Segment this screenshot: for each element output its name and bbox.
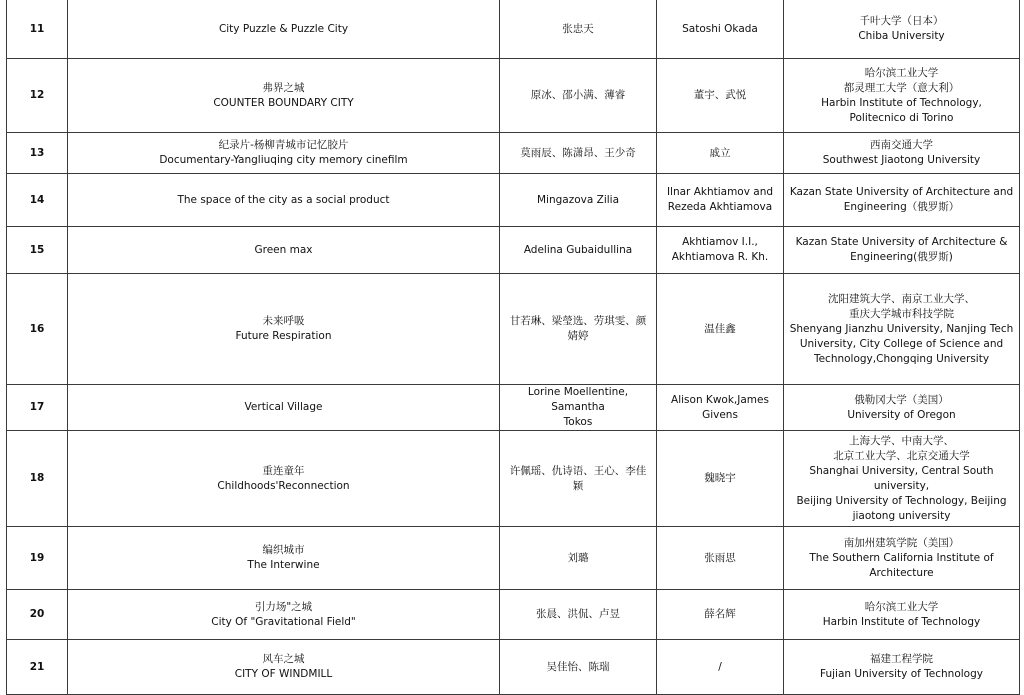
- tutor-names-cell: [657, 431, 784, 527]
- project-title-line: COUNTER BOUNDARY CITY: [213, 96, 354, 109]
- school-name-line: Architecture: [869, 566, 934, 579]
- project-title-line: 弗界之城: [262, 81, 305, 94]
- student-names-line: Mingazova Zilia: [536, 193, 620, 206]
- tutor-names-cell: [657, 227, 784, 274]
- entry-number-cell: 12: [7, 59, 68, 133]
- table-row: [7, 59, 1020, 133]
- school-name-line: 北京工业大学、北京交通大学: [833, 449, 970, 462]
- school-name-line: 重庆大学城市科技学院: [849, 307, 954, 320]
- tutor-names-line: Satoshi Okada: [682, 22, 758, 35]
- student-names-cell: [500, 0, 657, 59]
- table-row: [7, 527, 1020, 590]
- school-name-line: Harbin Institute of Technology: [822, 615, 981, 628]
- tutor-names-line: Akhtiamov I.I.,: [682, 236, 758, 248]
- tutor-names-cell: [657, 59, 784, 133]
- project-title-cell: [68, 227, 500, 274]
- school-name-line: University, City College of Science and: [799, 337, 1004, 350]
- student-names-line: 原冰、邵小满、薄睿: [530, 89, 626, 101]
- tutor-names-cell: [657, 527, 784, 590]
- school-name-line: 福建工程学院: [870, 653, 933, 665]
- student-names-line: 许佩瑶、仇诗语、王心、李佳: [509, 464, 647, 477]
- school-name-cell: [784, 0, 1020, 59]
- project-title-cell: [68, 385, 500, 431]
- school-name-line: Fujian University of Technology: [820, 668, 983, 680]
- project-title-line: Future Respiration: [235, 330, 332, 342]
- table-row: [7, 174, 1020, 227]
- project-title-line: 引力场"之城: [254, 600, 313, 613]
- school-name-cell: [784, 133, 1020, 174]
- tutor-names-cell: [657, 640, 784, 695]
- entry-number-cell: 17: [7, 385, 68, 431]
- entry-number-cell: 15: [7, 227, 68, 274]
- student-names-cell: [500, 133, 657, 174]
- tutor-names-line: 董宇、武悦: [693, 89, 747, 101]
- school-name-cell: [784, 385, 1020, 431]
- school-name-line: 上海大学、中南大学、: [849, 434, 954, 447]
- table-row: [7, 0, 1020, 59]
- student-names-cell: [500, 59, 657, 133]
- tutor-names-line: Ilnar Akhtiamov and: [666, 186, 774, 198]
- school-name-cell: [784, 527, 1020, 590]
- table-row: [7, 133, 1020, 174]
- student-names-cell: [500, 527, 657, 590]
- tutor-names-cell: [657, 385, 784, 431]
- entry-number-cell: 21: [7, 640, 68, 695]
- project-title-line: 未来呼吸: [262, 315, 305, 327]
- student-names-line: Tokos: [563, 416, 593, 428]
- tutor-names-line: Rezeda Akhtiamova: [667, 201, 773, 213]
- student-names-line: 婧婷: [567, 330, 589, 342]
- project-title-line: 纪录片-杨柳青城市记忆胶片: [218, 139, 349, 151]
- tutor-names-line: 戚立: [709, 146, 731, 159]
- project-title-line: City Puzzle & Puzzle City: [218, 22, 349, 35]
- entries-table: [6, 0, 1020, 695]
- project-title-cell: [68, 640, 500, 695]
- school-name-cell: [784, 174, 1020, 227]
- school-name-line: 俄勒冈大学（美国）: [854, 393, 949, 406]
- school-name-line: 都灵理工大学（意大利）: [843, 81, 960, 94]
- table-row: [7, 274, 1020, 385]
- student-names-line: 张晨、洪侃、卢昱: [536, 608, 620, 620]
- school-name-line: 南加州建筑学院（美国）: [843, 536, 960, 549]
- school-name-line: Kazan State University of Architecture &: [795, 236, 1008, 248]
- entry-number-cell: 13: [7, 133, 68, 174]
- school-name-line: jiaotong university: [852, 509, 951, 522]
- school-name-line: The Southern California Institute of: [809, 551, 994, 564]
- entry-number-cell: 20: [7, 590, 68, 640]
- project-title-cell: [68, 590, 500, 640]
- tutor-names-cell: [657, 133, 784, 174]
- tutor-names-line: 薛名辉: [704, 608, 736, 620]
- project-title-cell: [68, 59, 500, 133]
- student-names-line: 张忠天: [562, 22, 594, 35]
- table-row: [7, 431, 1020, 527]
- project-title-line: 重连童年: [262, 464, 305, 477]
- tutor-names-line: /: [718, 660, 722, 673]
- school-name-line: 千叶大学（日本）: [859, 15, 944, 27]
- school-name-cell: [784, 59, 1020, 133]
- project-title-line: The Interwine: [247, 559, 320, 571]
- student-names-cell: [500, 385, 657, 431]
- tutor-names-cell: [657, 274, 784, 385]
- school-name-line: Beijing University of Technology, Beijing: [796, 494, 1007, 507]
- school-name-line: Politecnico di Torino: [849, 111, 954, 124]
- student-names-cell: [500, 640, 657, 695]
- project-title-line: CITY OF WINDMILL: [234, 668, 333, 680]
- tutor-names-cell: [657, 0, 784, 59]
- project-title-line: 编织城市: [262, 544, 305, 556]
- tutor-names-cell: [657, 590, 784, 640]
- student-names-cell: [500, 431, 657, 527]
- entry-number-cell: 18: [7, 431, 68, 527]
- school-name-cell: [784, 227, 1020, 274]
- school-name-line: 西南交通大学: [870, 139, 933, 151]
- student-names-line: 吴佳怡、陈瑞: [546, 660, 610, 673]
- project-title-cell: [68, 527, 500, 590]
- school-name-line: 哈尔滨工业大学: [864, 66, 939, 79]
- school-name-line: Chiba University: [858, 30, 945, 42]
- school-name-line: Technology,Chongqing University: [813, 352, 990, 365]
- project-title-line: City Of "Gravitational Field": [211, 615, 356, 628]
- student-names-line: 刘璐: [567, 551, 589, 564]
- school-name-line: 沈阳建筑大学、南京工业大学、: [828, 292, 975, 305]
- tutor-names-line: 魏晓宇: [704, 472, 736, 484]
- tutor-names-line: 温佳鑫: [704, 322, 736, 335]
- tutor-names-line: 张雨思: [704, 551, 736, 564]
- school-name-line: 哈尔滨工业大学: [864, 600, 939, 613]
- student-names-line: 甘若琳、梁瑩选、劳琪雯、颜: [509, 315, 647, 327]
- tutor-names-line: Alison Kwok,James: [671, 393, 769, 406]
- entry-number-cell: 11: [7, 0, 68, 59]
- school-name-line: Kazan State University of Architecture and: [789, 186, 1014, 198]
- student-names-cell: [500, 590, 657, 640]
- table-row: [7, 385, 1020, 431]
- school-name-line: Shanghai University, Central South university,: [809, 464, 994, 492]
- project-title-line: Green max: [254, 243, 313, 256]
- student-names-cell: [500, 174, 657, 227]
- project-title-cell: [68, 0, 500, 59]
- student-names-cell: [500, 274, 657, 385]
- project-title-cell: [68, 274, 500, 385]
- project-title-line: The space of the city as a social product: [177, 193, 390, 206]
- table-row: [7, 590, 1020, 640]
- school-name-cell: [784, 274, 1020, 385]
- table-row: [7, 227, 1020, 274]
- entry-number-cell: 19: [7, 527, 68, 590]
- project-title-line: Childhoods'Reconnection: [217, 479, 350, 492]
- student-names-line: Lorine Moellentine, Samantha: [527, 386, 629, 413]
- school-name-line: Shenyang Jianzhu University, Nanjing Tech: [789, 322, 1014, 335]
- project-title-cell: [68, 431, 500, 527]
- school-name-line: Engineering(俄罗斯): [850, 251, 953, 263]
- student-names-line: Adelina Gubaidullina: [523, 243, 633, 256]
- project-title-line: 风车之城: [262, 653, 305, 665]
- tutor-names-line: Givens: [702, 408, 738, 421]
- entry-number-cell: 16: [7, 274, 68, 385]
- student-names-line: 莫雨辰、陈潇昂、王少奇: [520, 146, 636, 159]
- tutor-names-cell: [657, 174, 784, 227]
- project-title-cell: [68, 133, 500, 174]
- tutor-names-line: Akhtiamova R. Kh.: [671, 251, 769, 263]
- school-name-line: Harbin Institute of Technology,: [821, 96, 982, 109]
- project-title-cell: [68, 174, 500, 227]
- school-name-cell: [784, 431, 1020, 527]
- student-names-line: 颖: [572, 479, 584, 492]
- table-row: [7, 640, 1020, 695]
- entry-number-cell: 14: [7, 174, 68, 227]
- school-name-line: Engineering（俄罗斯）: [843, 201, 960, 213]
- project-title-line: Vertical Village: [244, 401, 323, 413]
- entries-table-body: [7, 0, 1020, 695]
- school-name-cell: [784, 640, 1020, 695]
- student-names-cell: [500, 227, 657, 274]
- school-name-line: Southwest Jiaotong University: [822, 154, 981, 166]
- school-name-line: University of Oregon: [847, 408, 956, 421]
- project-title-line: Documentary-Yangliuqing city memory cinefilm: [159, 154, 408, 166]
- school-name-cell: [784, 590, 1020, 640]
